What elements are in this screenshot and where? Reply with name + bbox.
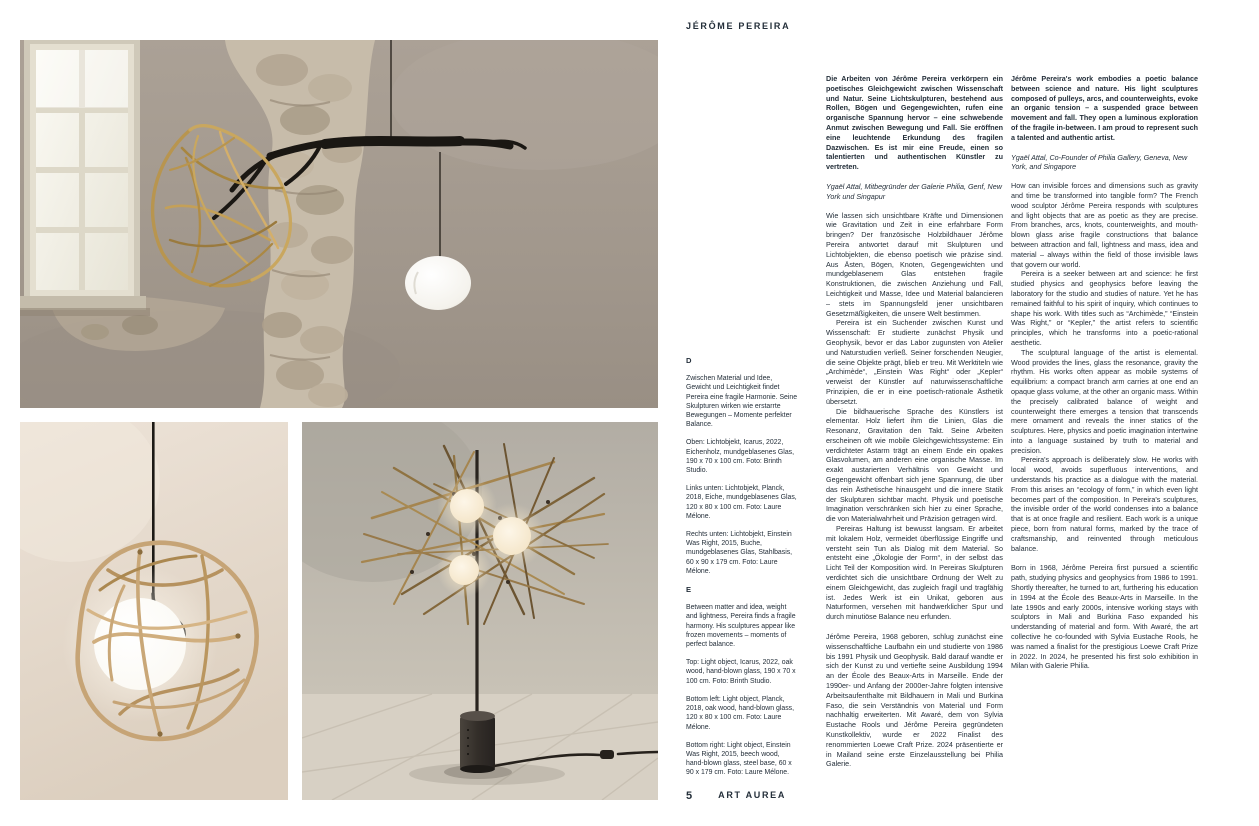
caption-column: [686, 356, 798, 787]
page-footer: [686, 786, 786, 804]
body-paragraph: Jérôme Pereira, 1968 geboren, schlug zunächst eine wissenschaftliche Laufbahn ein und studierte von 1986 bis 1991 Physik und Geophysik. Bald darauf wandte er sich der Kunst zu und vertiefte seine Ausbildung 1994 an der École des Beaux-Arts in Marseille. Ende der 1990er- und Anfang der 2000er-Jahre folgten intensive Arbeitsaufenthalte mit Bildhauern in Mali und Burkina Faso, die sein Verständnis von Material und Form nachhaltig erweiterten. Mit Awaré, dem von Sylvia Eustache Rools und Jérôme Pereira gegründeten Kunstkollektiv, wurde er 2022 Finalist des renommierten Loewe Craft Prize. 2024 präsentierte er in Mailand seine erste Einzelausstellung bei Philia Galerie.: [826, 632, 1003, 769]
caption-item: Oben: Lichtobjekt, Icarus, 2022, Eichenholz, mundgeblasenes Glas, 190 x 70 x 100 cm. Foto: Brinth Studio.: [686, 439, 795, 475]
article-english: [1011, 74, 1198, 671]
artist-name-header: JÉRÔME PEREIRA: [686, 21, 791, 31]
body-paragraph: Die bildhauerische Sprache des Künstlers ist elementar. Holz liefert ihm die Linien, Glas die Resonanz, Gravitation den Takt. Seine Arbeiten erscheinen oft wie mobile Gleichgewichtssysteme: Ein verdichteter Astarm trägt an einem Ende ein opakes Glasvolumen, am anderen eine organische Masse. Im exakt austarierten Verhältnis von Gewicht und Gegengewicht offenbart sich jene Spannung, die über das rein Ästhetische hinausgeht und die innere Statik der Skulpturen sichtbar macht. Physik und poetische Imagination verschränken sich hier zu einer Sprache, die von Materialwahrheit und Präzision getragen wird.: [826, 406, 1003, 524]
caption-item: Rechts unten: Lichtobjekt, Einstein Was Right, 2015, Buche, mundgeblasenes Glas, Stahlbasis, 60 x 90 x 179 cm. Foto: Laure Mélone.: [686, 531, 793, 575]
pull-quote-de: Die Arbeiten von Jérôme Pereira verkörpern ein poetisches Gleichgewicht zwischen Wissenschaft und Natur. Seine Lichtskulpturen, bestehend aus Rollen, Bögen und Gegengewichten, rufen eine organische Spannung hervor – eine schwebende Anmut zwischen Bewegung und Fall. Sie eröffnen eine leuchtende Erkundung des fragilen Dazwischen. Es ist mir eine Freude, einen so talentierten und authentischen Künstler zu vertreten.: [826, 74, 1003, 172]
body-paragraph: Pereira ist ein Suchender zwischen Kunst und Wissenschaft: Er studierte zunächst Physik und Geophysik, bevor er das Labor zugunsten von Atelier und Naturstudien verließ. Seiner forschenden Neugier, die seine Objekte prägt, blieb er treu. Mit Werktiteln wie „Archimède“, „Einstein Was Right“ oder „Kepler“ verweist der Künstler auf naturwissenschaftliche Prinzipien, die er in eine poetisch-rationale Ästhetik übersetzt.: [826, 318, 1003, 406]
cable-plug: [600, 750, 614, 759]
quote-attribution-de: Ygaël Attal, Mitbegründer der Galerie Philia, Genf, New York und Singapur: [826, 181, 1002, 201]
caption-item: Bottom right: Light object, Einstein Was Right, 2015, beech wood, hand-blown glass, steel base, 60 x 90 x 179 cm. Foto: Laure Mélone.: [686, 741, 792, 777]
icarus-installation-illustration: [20, 40, 658, 408]
article-german: [826, 74, 1003, 769]
planck-pendant-illustration: [20, 422, 288, 800]
caption-item: Zwischen Material und Idee, Gewicht und Leichtigkeit findet Pereira eine fragile Harmonie. Seine Skulpturen wirken wie erstarrte Bewegungen – Momente perfekter Balance.: [686, 375, 798, 429]
captions-english: [686, 585, 798, 777]
body-paragraph: How can invisible forces and dimensions such as gravity and time be transformed into tangible form? The French wood sculptor Jérôme Pereira responds with sculptures and light objects that are as poetic as they are precise. From branches, arcs, knots, counterweights, and mouth-blown glass arise fragile constructions that balance between attraction and fall, lightness and mass, idea and material – always within the field of those invisible laws that govern our world.: [1011, 181, 1198, 269]
planck-pendant-image: [20, 422, 288, 800]
cylinder-base: [460, 711, 495, 773]
quote-attribution-en: Ygaël Attal, Co-Founder of Philia Gallery, Geneva, New York, and Singapore: [1011, 152, 1188, 172]
pull-quote-en: Jérôme Pereira's work embodies a poetic balance between science and nature. His light sculptures composed of pulleys, arcs, and counterweights, evoke an organic tension – a suspended grace between movement and fall. They open a luminous exploration of the fragile in-between. I am proud to represent such a talented and authentic artist.: [1011, 74, 1198, 142]
caption-item: Top: Light object, Icarus, 2022, oak wood, hand-blown glass, 190 x 70 x 100 cm. Foto: Brinth Studio.: [686, 659, 796, 685]
caption-item: Bottom left: Light object, Planck, 2018, oak wood, hand-blown glass, 120 x 80 x 100 cm. Foto: Laure Mélone.: [686, 695, 795, 731]
body-paragraph: Wie lassen sich unsichtbare Kräfte und Dimensionen wie Gravitation und Zeit in eine erfahrbare Form bringen? Der französische Holzbildhauer Jérôme Pereira antwortet darauf mit Skulpturen und Lichtobjekten, die ebenso poetisch wie präzise sind. Aus Ästen, Bögen, Knoten, Gegengewichten und mundgeblasenem Glas entstehen fragile Konstruktionen, die zwischen Anziehung und Fall, Leichtigkeit und Masse, Idee und Material balancieren – stets im Spannungsfeld jener unsichtbaren Gesetzmäßigkeiten, die unsere Welt bestimmen.: [826, 210, 1003, 318]
body-text-en: [1011, 181, 1198, 671]
body-paragraph: The sculptural language of the artist is elemental. Wood provides the lines, glass the resonance, gravity the rhythm. His works often appear as mobile systems of equilibrium: a compact branch arm carries at one end an opaque glass volume, at the other an organic mass. Within the precisely calibrated balance of weight and counterweight there emerges a tension that transcends mere ornament and reveals the inner statics of the sculptures. Here, physics and poetic imagination intertwine into a language sustained by truth to material and precision.: [1011, 347, 1198, 455]
caption-item: Between matter and idea, weight and lightness, Pereira finds a fragile harmony. His sculptures appear like frozen movements – moments of perfect balance.: [686, 604, 796, 649]
page-number: 5: [686, 790, 693, 802]
captions-german: [686, 356, 798, 576]
einstein-was-right-floor-lamp-image: [302, 422, 658, 800]
caption-language-label-en: E: [686, 585, 692, 595]
caption-item: Links unten: Lichtobjekt, Planck, 2018, Eiche, mundgeblasenes Glas, 120 x 80 x 100 cm. Foto: Laure Mélone.: [686, 485, 797, 520]
caption-list-de: [686, 374, 798, 576]
body-text-de: [826, 211, 1003, 770]
magazine-title: ART AUREA: [718, 790, 787, 800]
icarus-installation-image: [20, 40, 658, 408]
body-paragraph: Born in 1968, Jérôme Pereira first pursued a scientific path, studying physics and geophysics from 1986 to 1991. Shortly thereafter, he turned to art, furthering his education in 1994 at the École des Beaux-Arts in Marseille. In the late 1990s and early 2000s, intensive working stays with sculptors in Mali and Burkina Faso expanded his understanding of material and form. With Awaré, the art collective he co-founded with Sylvia Eustache Rools, he was named a finalist for the prestigious Loewe Craft Prize in 2022. In 2024, he presented his first solo exhibition in Milan with Galerie Philia.: [1011, 563, 1198, 671]
body-paragraph: Pereira's approach is deliberately slow. He works with local wood, avoids superfluous interventions, and understands his practice as a dialogue with the material. From this arises an “ecology of form,” in which even light becomes part of the composition. In Pereira's sculptures, the invisible order of the world condenses into a balance that is at once fragile and resilient. Each work is a unique piece, born from natural forms, marked by the trace of craftsmanship, and reinvented through meticulous balance.: [1011, 455, 1198, 553]
caption-list-en: [686, 603, 798, 777]
caption-language-label-de: D: [686, 356, 692, 365]
body-paragraph: Pereira is a seeker between art and science: he first studied physics and geophysics before leaving the laboratory for the studio and studies of nature. Yet he has remained faithful to his spirit of inquiry, which continues to shape his work. With titles such as “Archimède,” “Einstein Was Right,” or “Kepler,” the artist refers to scientific principles, which he transforms into a poetic-rational aesthetic.: [1011, 269, 1198, 347]
einstein-was-right-illustration: [302, 422, 658, 800]
window: [20, 40, 150, 316]
body-paragraph: Pereiras Haltung ist bewusst langsam. Er arbeitet mit lokalem Holz, vermeidet überflüssige Eingriffe und versteht sein Tun als Dialog mit dem Material. So entsteht eine „Ökologie der Form“, in der selbst das Licht Teil der Komposition wird. In Pereiras Skulpturen verdichtet sich die unsichtbare Ordnung der Welt zu einem Gleichgewicht, das zugleich fragil und tragfähig ist. Jedes Werk ist ein Unikat, geboren aus Naturformen, versehen mit handwerklicher Spur und durch minutiöse Balance neu erfunden.: [826, 524, 1003, 622]
